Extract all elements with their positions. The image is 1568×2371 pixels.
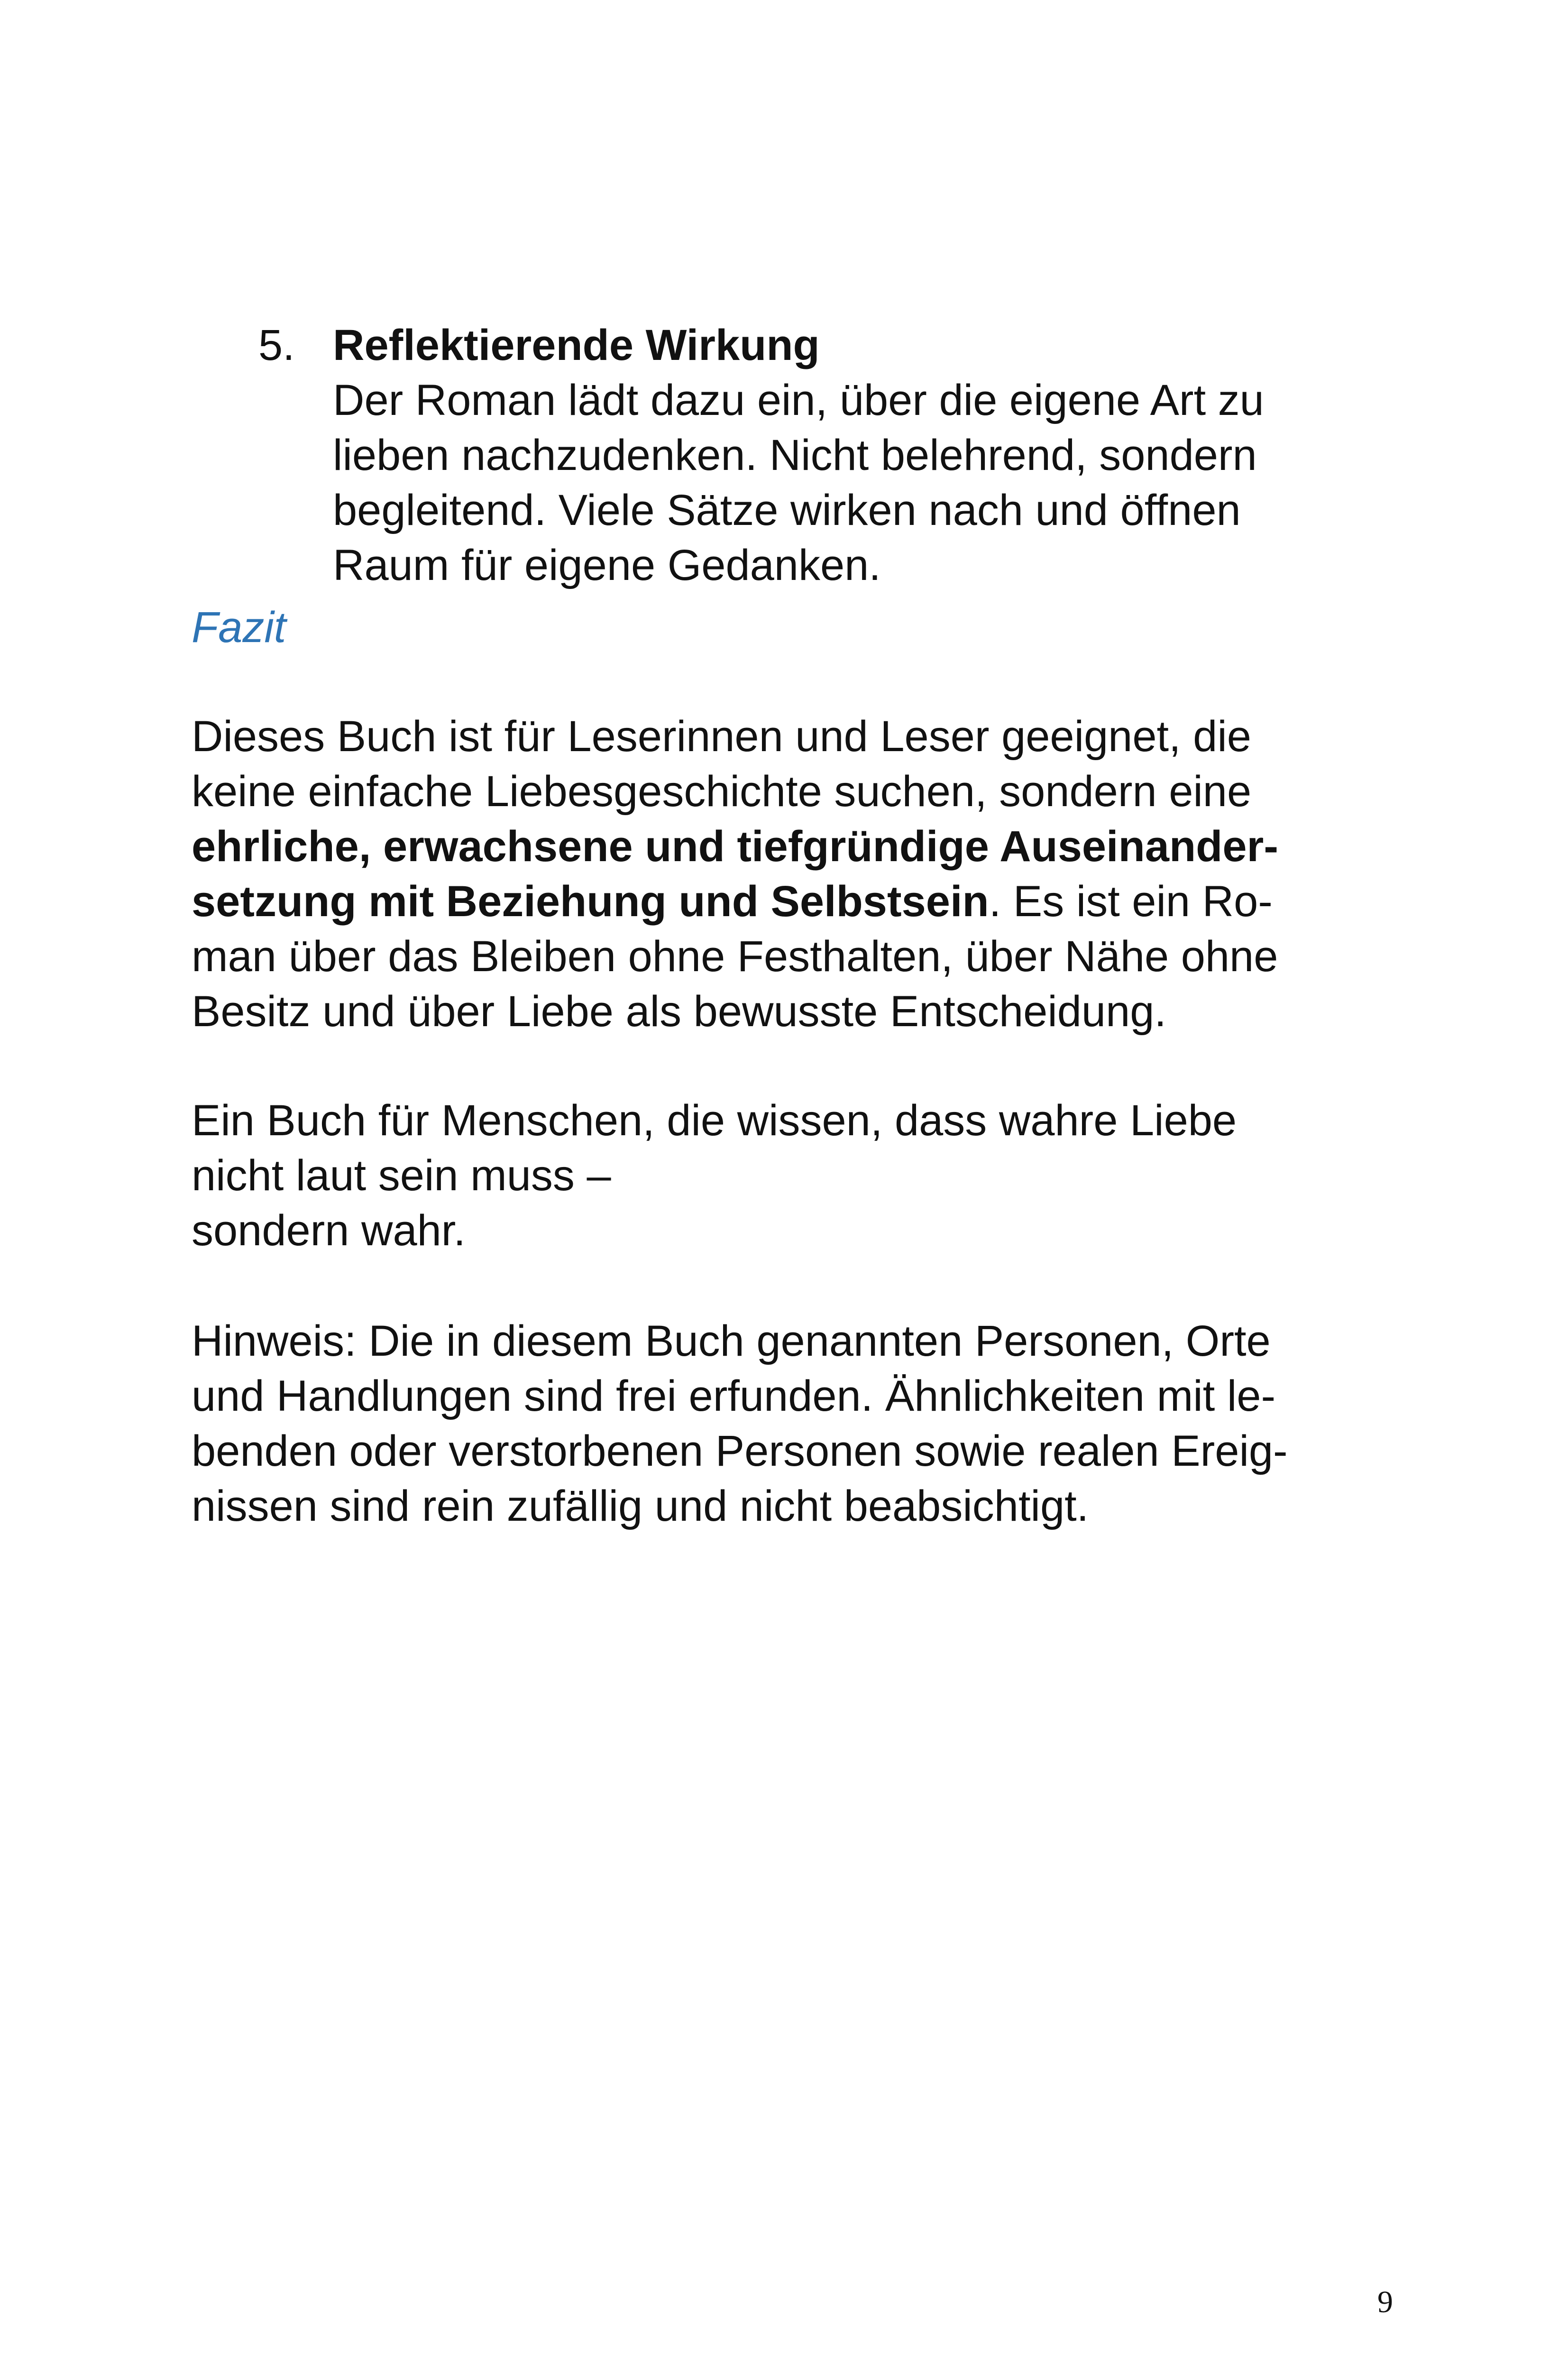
list-item-text-line: Raum für eigene Gedanken. — [333, 541, 881, 589]
list-item-text-line: lieben nachzudenken. Nicht belehrend, sondern — [333, 431, 1257, 479]
paragraph-line: keine einfache Liebesgeschichte suchen, sondern eine — [192, 767, 1252, 816]
paragraph-line: nicht laut sein muss – — [192, 1151, 611, 1200]
paragraph-line-mixed — [192, 874, 1405, 929]
paragraph-text: . Es ist ein Ro- — [989, 877, 1273, 926]
paragraph-line: Besitz und über Liebe als bewusste Entscheidung. — [192, 987, 1166, 1036]
paragraph-line: benden oder verstorbenen Personen sowie realen Ereig- — [192, 1427, 1288, 1475]
paragraph-audience — [192, 1093, 1405, 1258]
paragraph-line: und Handlungen sind frei erfunden. Ähnlichkeiten mit le- — [192, 1372, 1276, 1420]
list-item-body — [333, 318, 1395, 593]
list-item-heading: Reflektierende Wirkung — [333, 321, 820, 369]
fazit-heading: Fazit — [192, 603, 286, 652]
list-item-number: 5. — [258, 321, 295, 369]
list-item-text-line: Der Roman lädt dazu ein, über die eigene Art zu — [333, 376, 1264, 424]
paragraph-line: sondern wahr. — [192, 1206, 466, 1255]
paragraph-line: man über das Bleiben ohne Festhalten, über Nähe ohne — [192, 932, 1278, 981]
bold-phrase: setzung mit Beziehung und Selbstsein — [192, 877, 989, 926]
paragraph-conclusion — [192, 709, 1405, 1039]
page-number: 9 — [1377, 2285, 1393, 2319]
paragraph-disclaimer — [192, 1314, 1405, 1534]
paragraph-line: Dieses Buch ist für Leserinnen und Leser geeignet, die — [192, 712, 1251, 761]
paragraph-line: Hinweis: Die in diesem Buch genannten Personen, Orte — [192, 1317, 1271, 1365]
list-item-text-line: begleitend. Viele Sätze wirken nach und öffnen — [333, 486, 1241, 534]
paragraph-line: Ein Buch für Menschen, die wissen, dass wahre Liebe — [192, 1096, 1237, 1145]
paragraph-line: nissen sind rein zufällig und nicht beabsichtigt. — [192, 1482, 1089, 1530]
paragraph-line-bold: ehrliche, erwachsene und tiefgründige Auseinander- — [192, 822, 1278, 871]
